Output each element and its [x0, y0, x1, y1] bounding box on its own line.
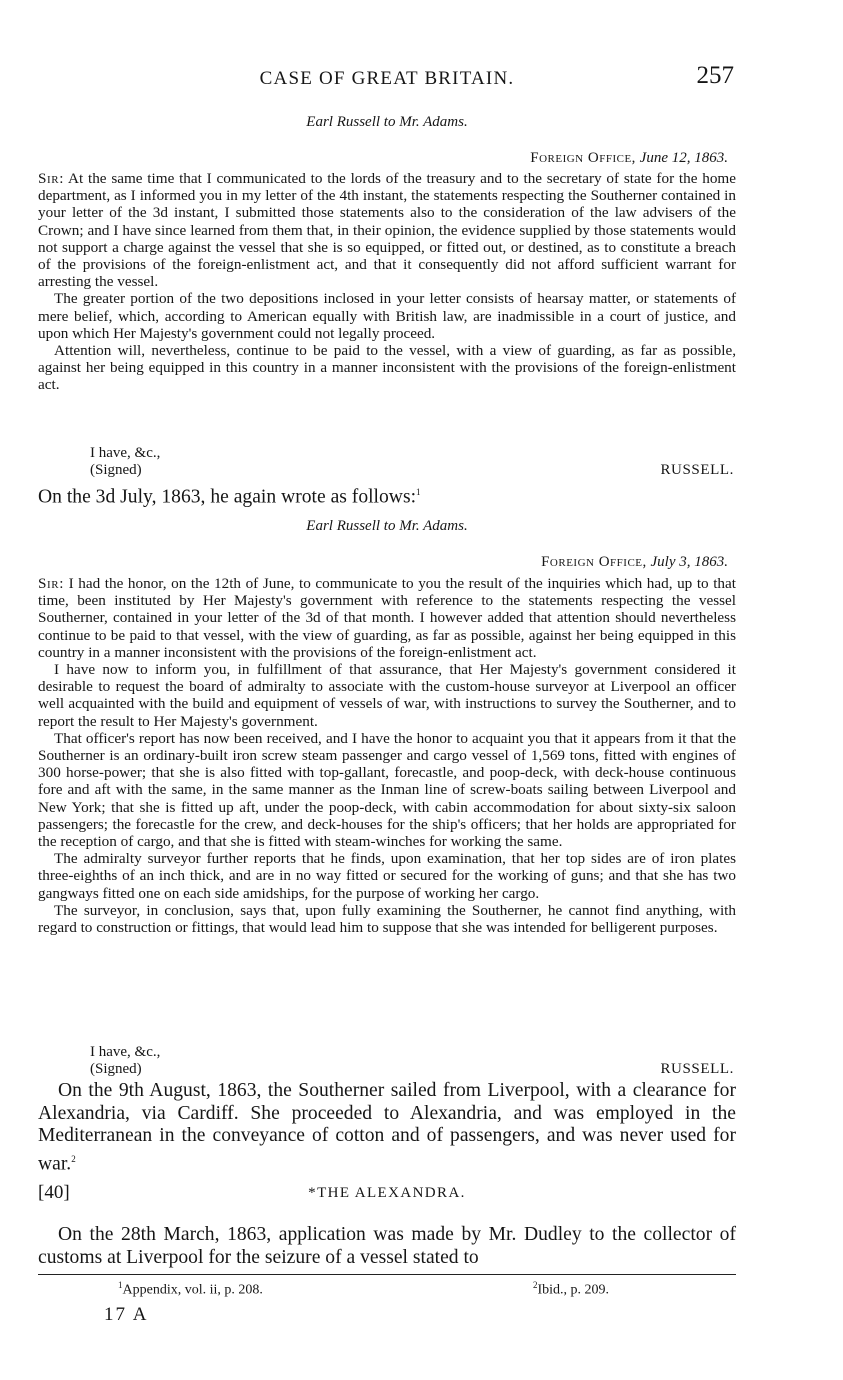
- letter1-body: [38, 170, 736, 394]
- letter1-dateline-date: June 12, 1863.: [639, 150, 728, 166]
- running-head: [38, 64, 736, 96]
- transition-text: On the 3d July, 1863, he again wrote as follows:$^1$: [38, 486, 421, 508]
- letter1-signoff: [38, 445, 736, 479]
- letter1-signature: RUSSELL.: [660, 462, 734, 478]
- letter1-signed: (Signed): [90, 462, 142, 478]
- letter2-dateline: [30, 554, 728, 571]
- letter1-dateline-office: Foreign Office,: [530, 150, 636, 166]
- letter2-paragraph-2: I have now to inform you, in fulfillment of that assurance, that Her Majesty's government considered it desirable to request the board of admiralty to associate with the custom-house surveyor at Liverpool an officer well acquainted with the build and equipment of vessels of war, with instructions to survey the Southerner, and to report the result to Her Majesty's government.: [38, 661, 736, 730]
- letter1-heading: Earl Russell to Mr. Adams.: [306, 114, 468, 130]
- footnote-rule: [38, 1274, 736, 1275]
- running-head-title: CASE OF GREAT BRITAIN.: [259, 68, 515, 89]
- section-marker: [40]: [38, 1182, 70, 1203]
- footnote-ref-2: 2: [71, 1153, 76, 1164]
- letter1-paragraph-2: The greater portion of the two depositions inclosed in your letter consists of hearsay matter, or statements of mere belief, which, according to American equally with British law, are inadmissible in a court of justice, and upon which Her Majesty's government could not legally proceed.: [38, 290, 736, 342]
- letter2-signature: RUSSELL.: [660, 1061, 734, 1077]
- page-number: 257: [696, 62, 734, 89]
- letter2-signed: (Signed): [90, 1061, 142, 1077]
- letter2-paragraph-1: Sir: I had the honor, on the 12th of June, to communicate to you the result of the inquiries which had, up to that time, been instituted by Her Majesty's government with reference to the statements respecting the vessel Southerner, contained in your letter of the 3d of that month. I however added that attention should nevertheless continue to be paid to that vessel, with the view of guarding, as far as possible, against her being equipped in this country in a manner inconsistent with the provisions of the foreign-enlistment act.: [38, 575, 736, 661]
- letter1-dateline: [30, 150, 728, 167]
- narrative-paragraph-1: On the 9th August, 1863, the Southerner sailed from Liverpool, with a clearance for Alexandria, via Cardiff. She proceeded to Alexandria, and was employed in the Mediterranean in the conveyance of cotton and of passengers, and was never used for war.$^2$: [38, 1080, 736, 1175]
- letter2-closing: I have, &c.,: [90, 1044, 161, 1060]
- letter2-paragraph-4: The admiralty surveyor further reports that he finds, upon examination, that her top sides are of iron plates three-eighths of an inch thick, and are in no way fitted or secured for the working of guns; and that she has two gangways fitted one on each side amidships, for the purpose of working her cargo.: [38, 850, 736, 902]
- footnote-2: $^2$Ibid., p. 209.: [533, 1280, 610, 1298]
- letter2-paragraph-5: The surveyor, in conclusion, says that, upon fully examining the Southerner, he cannot find anything, with regard to construction or fittings, that would lead him to suppose that she was intended for belligerent purposes.: [38, 901, 736, 937]
- document-page: [38, 0, 736, 1380]
- letter1-paragraph-1: Sir: At the same time that I communicated to the lords of the treasury and to the secretary of state for the home department, as I informed you in my letter of the 4th instant, the statements respecting the Southerner contained in your letter of the 3d instant, I submitted those statements also to the consideration of the law advisers of the Crown; and I have since learned from them that, in their opinion, the evidence supplied by those statements would not support a charge against the vessel that she is so equipped, or fitted out, or destined, as to constitute a breach of the provisions of the foreign-enlistment act, and that it consequently did not afford sufficient warrant for arresting the vessel.: [38, 170, 736, 291]
- footnote-ref-1: 1: [416, 487, 421, 497]
- letter2-body: [38, 575, 736, 936]
- section-heading: [38, 1182, 736, 1208]
- letter1-signed-line: [38, 462, 736, 479]
- footnote-1: $^1$Appendix, vol. ii, p. 208.: [118, 1280, 263, 1298]
- letter2-paragraph-3: That officer's report has now been received, and I have the honor to acquaint you that it appears from it that the Southerner is an ordinary-built iron screw steam passenger and cargo vessel of 1,569 tons, fitted with engines of 300 horse-power; that she is also fitted with top-gallant, forecastle, and poop-deck, with deck-house continuous fore and aft with the same, in the same manner as the Inman line of screw-boats sailing between Liverpool and New York; that she is fitted up aft, under the poop-deck, with cabin accommodation for about sixty-six saloon passengers; the forecastle for the crew, and deck-houses for the ship's officers; that her holds are appropriated for the reception of cargo, and that she is fitted with steam-winches for working the same.: [38, 729, 736, 851]
- narrative-paragraph-2: On the 28th March, 1863, application was made by Mr. Dudley to the collector of customs at Liverpool for the seizure of a vessel stated to: [38, 1224, 736, 1268]
- letter1-closing: I have, &c.,: [90, 445, 161, 461]
- letter2-signoff: [38, 1044, 736, 1078]
- letter1-salutation: Sir:: [38, 170, 65, 187]
- signature-mark: 17 A: [104, 1304, 149, 1325]
- letter2-dateline-office: Foreign Office,: [541, 554, 647, 570]
- letter1-paragraph-3: Attention will, nevertheless, continue to be paid to the vessel, with a view of guarding, as far as possible, against her being equipped in this country in a manner inconsistent with the provisions of the foreign-enlistment act.: [38, 342, 736, 394]
- letter2-heading: Earl Russell to Mr. Adams.: [306, 518, 468, 534]
- section-title: *THE ALEXANDRA.: [308, 1185, 466, 1201]
- letter2-signed-line: [38, 1061, 736, 1078]
- letter2-salutation: Sir:: [38, 575, 65, 592]
- letter2-dateline-date: July 3, 1863.: [650, 554, 728, 570]
